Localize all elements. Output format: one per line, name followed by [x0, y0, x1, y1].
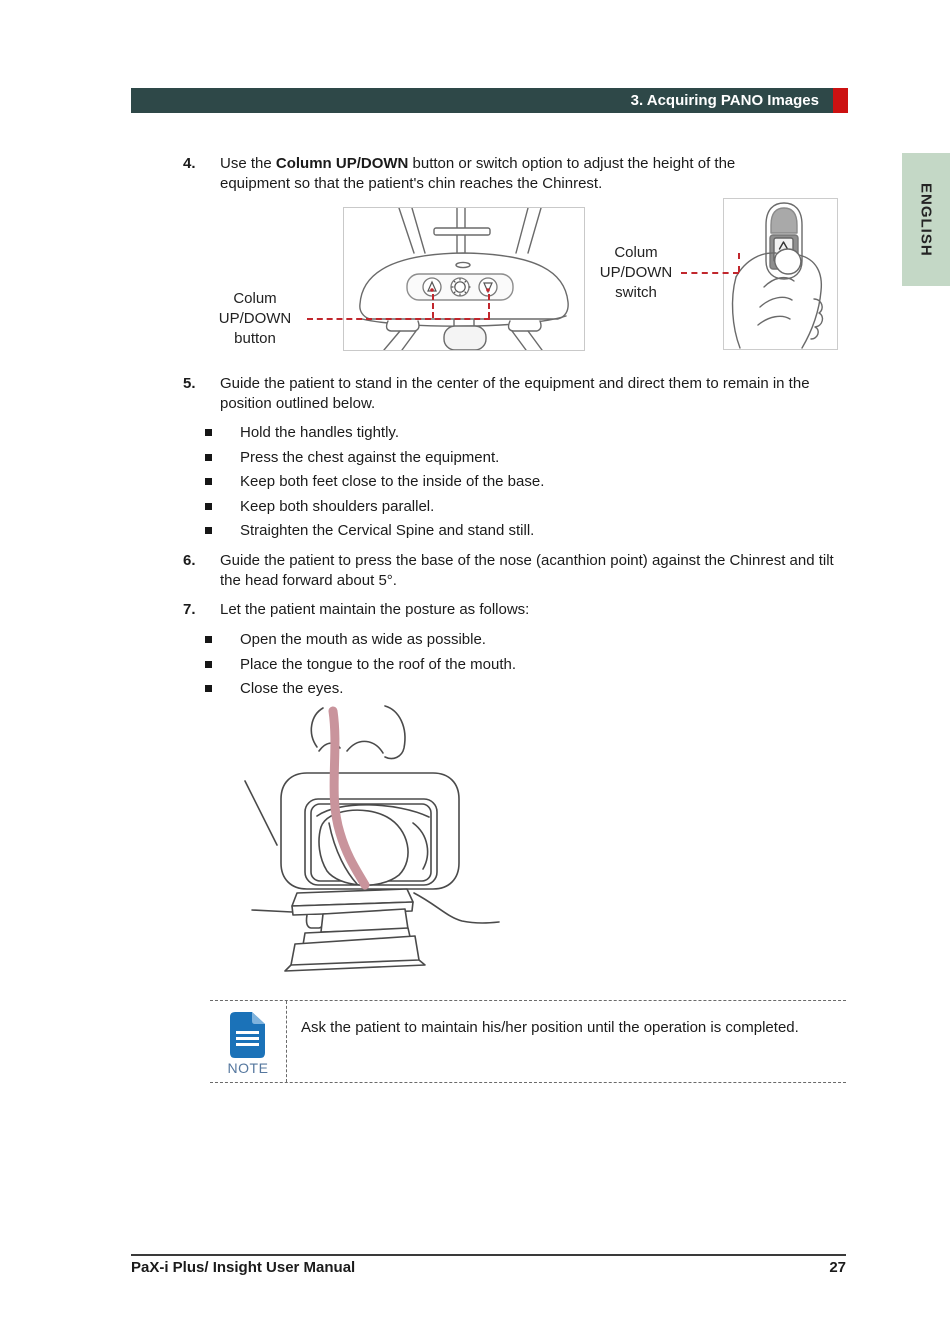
list-item-text: Hold the handles tightly.	[240, 424, 399, 441]
label-line: UP/DOWN	[599, 264, 673, 281]
note-text: Ask the patient to maintain his/her position until the operation is completed.	[301, 1019, 799, 1036]
list-item-text: Open the mouth as wide as possible.	[240, 631, 486, 648]
chinrest-position-drawing	[235, 703, 510, 990]
step-4	[183, 154, 792, 193]
section-header	[131, 88, 833, 113]
list-item	[205, 679, 516, 699]
language-tab	[902, 153, 950, 286]
language-tab-label: ENGLISH	[917, 182, 935, 257]
list-item-text: Keep both shoulders parallel.	[240, 497, 435, 515]
step-4-text-bold: Column UP/DOWN	[275, 155, 409, 172]
list-item-text: Close the eyes.	[240, 680, 344, 697]
step-number: 5.	[183, 375, 196, 392]
list-item-text: Press the chest against the equipment.	[240, 448, 500, 466]
hand-switch-drawing	[724, 199, 837, 349]
list-item-text: Straighten the Cervical Spine and stand still.	[240, 522, 535, 539]
list-item	[205, 521, 544, 541]
step-text: Let the patient maintain the posture as follows:	[220, 601, 530, 618]
list-item-text: Keep both feet close to the inside of the base.	[240, 473, 545, 490]
leader-line	[681, 272, 739, 274]
label-line: switch	[615, 284, 657, 301]
step-number: 6.	[183, 552, 196, 569]
footer-page-number: 27	[829, 1259, 846, 1276]
equipment-drawing	[344, 208, 584, 350]
note-box	[210, 1000, 846, 1083]
leader-line	[488, 294, 490, 318]
label-line: UP/DOWN	[218, 310, 292, 327]
footer	[131, 1259, 846, 1276]
step-number: 7.	[183, 601, 196, 618]
leader-line	[307, 318, 490, 320]
column-updown-button-label	[205, 289, 305, 349]
note-icon-cell	[210, 1001, 287, 1082]
step-number: 4.	[183, 155, 196, 172]
equipment-figure	[343, 207, 585, 351]
chinrest-position-figure	[235, 703, 510, 990]
note-document-icon	[227, 1011, 269, 1059]
mouth-bullet-list	[205, 630, 516, 704]
footer-divider	[131, 1254, 846, 1256]
footer-manual-title: PaX-i Plus/ Insight User Manual	[131, 1259, 356, 1276]
section-title: 3. Acquiring PANO Images	[630, 92, 819, 109]
column-updown-switch-label	[590, 243, 682, 303]
label-line: Colum	[614, 244, 658, 261]
list-item	[205, 497, 544, 517]
label-line: Colum	[233, 290, 277, 307]
leader-line	[738, 253, 740, 272]
note-label: NOTE	[227, 1060, 269, 1076]
header-red-accent	[833, 88, 848, 113]
step-6	[183, 551, 848, 590]
list-item	[205, 423, 544, 443]
step-text: Guide the patient to stand in the center of the equipment and direct them to remain in the position outlined below.	[220, 375, 810, 412]
list-item	[205, 448, 544, 468]
list-item	[205, 472, 544, 492]
list-item	[205, 655, 516, 675]
step-7	[183, 600, 848, 620]
list-item-text: Place the tongue to the roof of the mouth.	[240, 655, 517, 673]
step-5	[183, 374, 848, 413]
label-line: button	[234, 330, 276, 347]
posture-bullet-list	[205, 423, 544, 546]
step-text: Guide the patient to press the base of the nose (acanthion point) against the Chinrest and tilt the head forward about 5°.	[220, 552, 834, 589]
leader-line	[432, 294, 434, 318]
step-4-text-post: button or switch option to adjust the height of the equipment so that the patient's chin reaches the Chinrest.	[220, 155, 736, 192]
step-text	[220, 154, 792, 193]
step-4-text-pre: Use the	[220, 155, 276, 172]
hand-switch-figure	[723, 198, 838, 350]
list-item	[205, 630, 516, 650]
